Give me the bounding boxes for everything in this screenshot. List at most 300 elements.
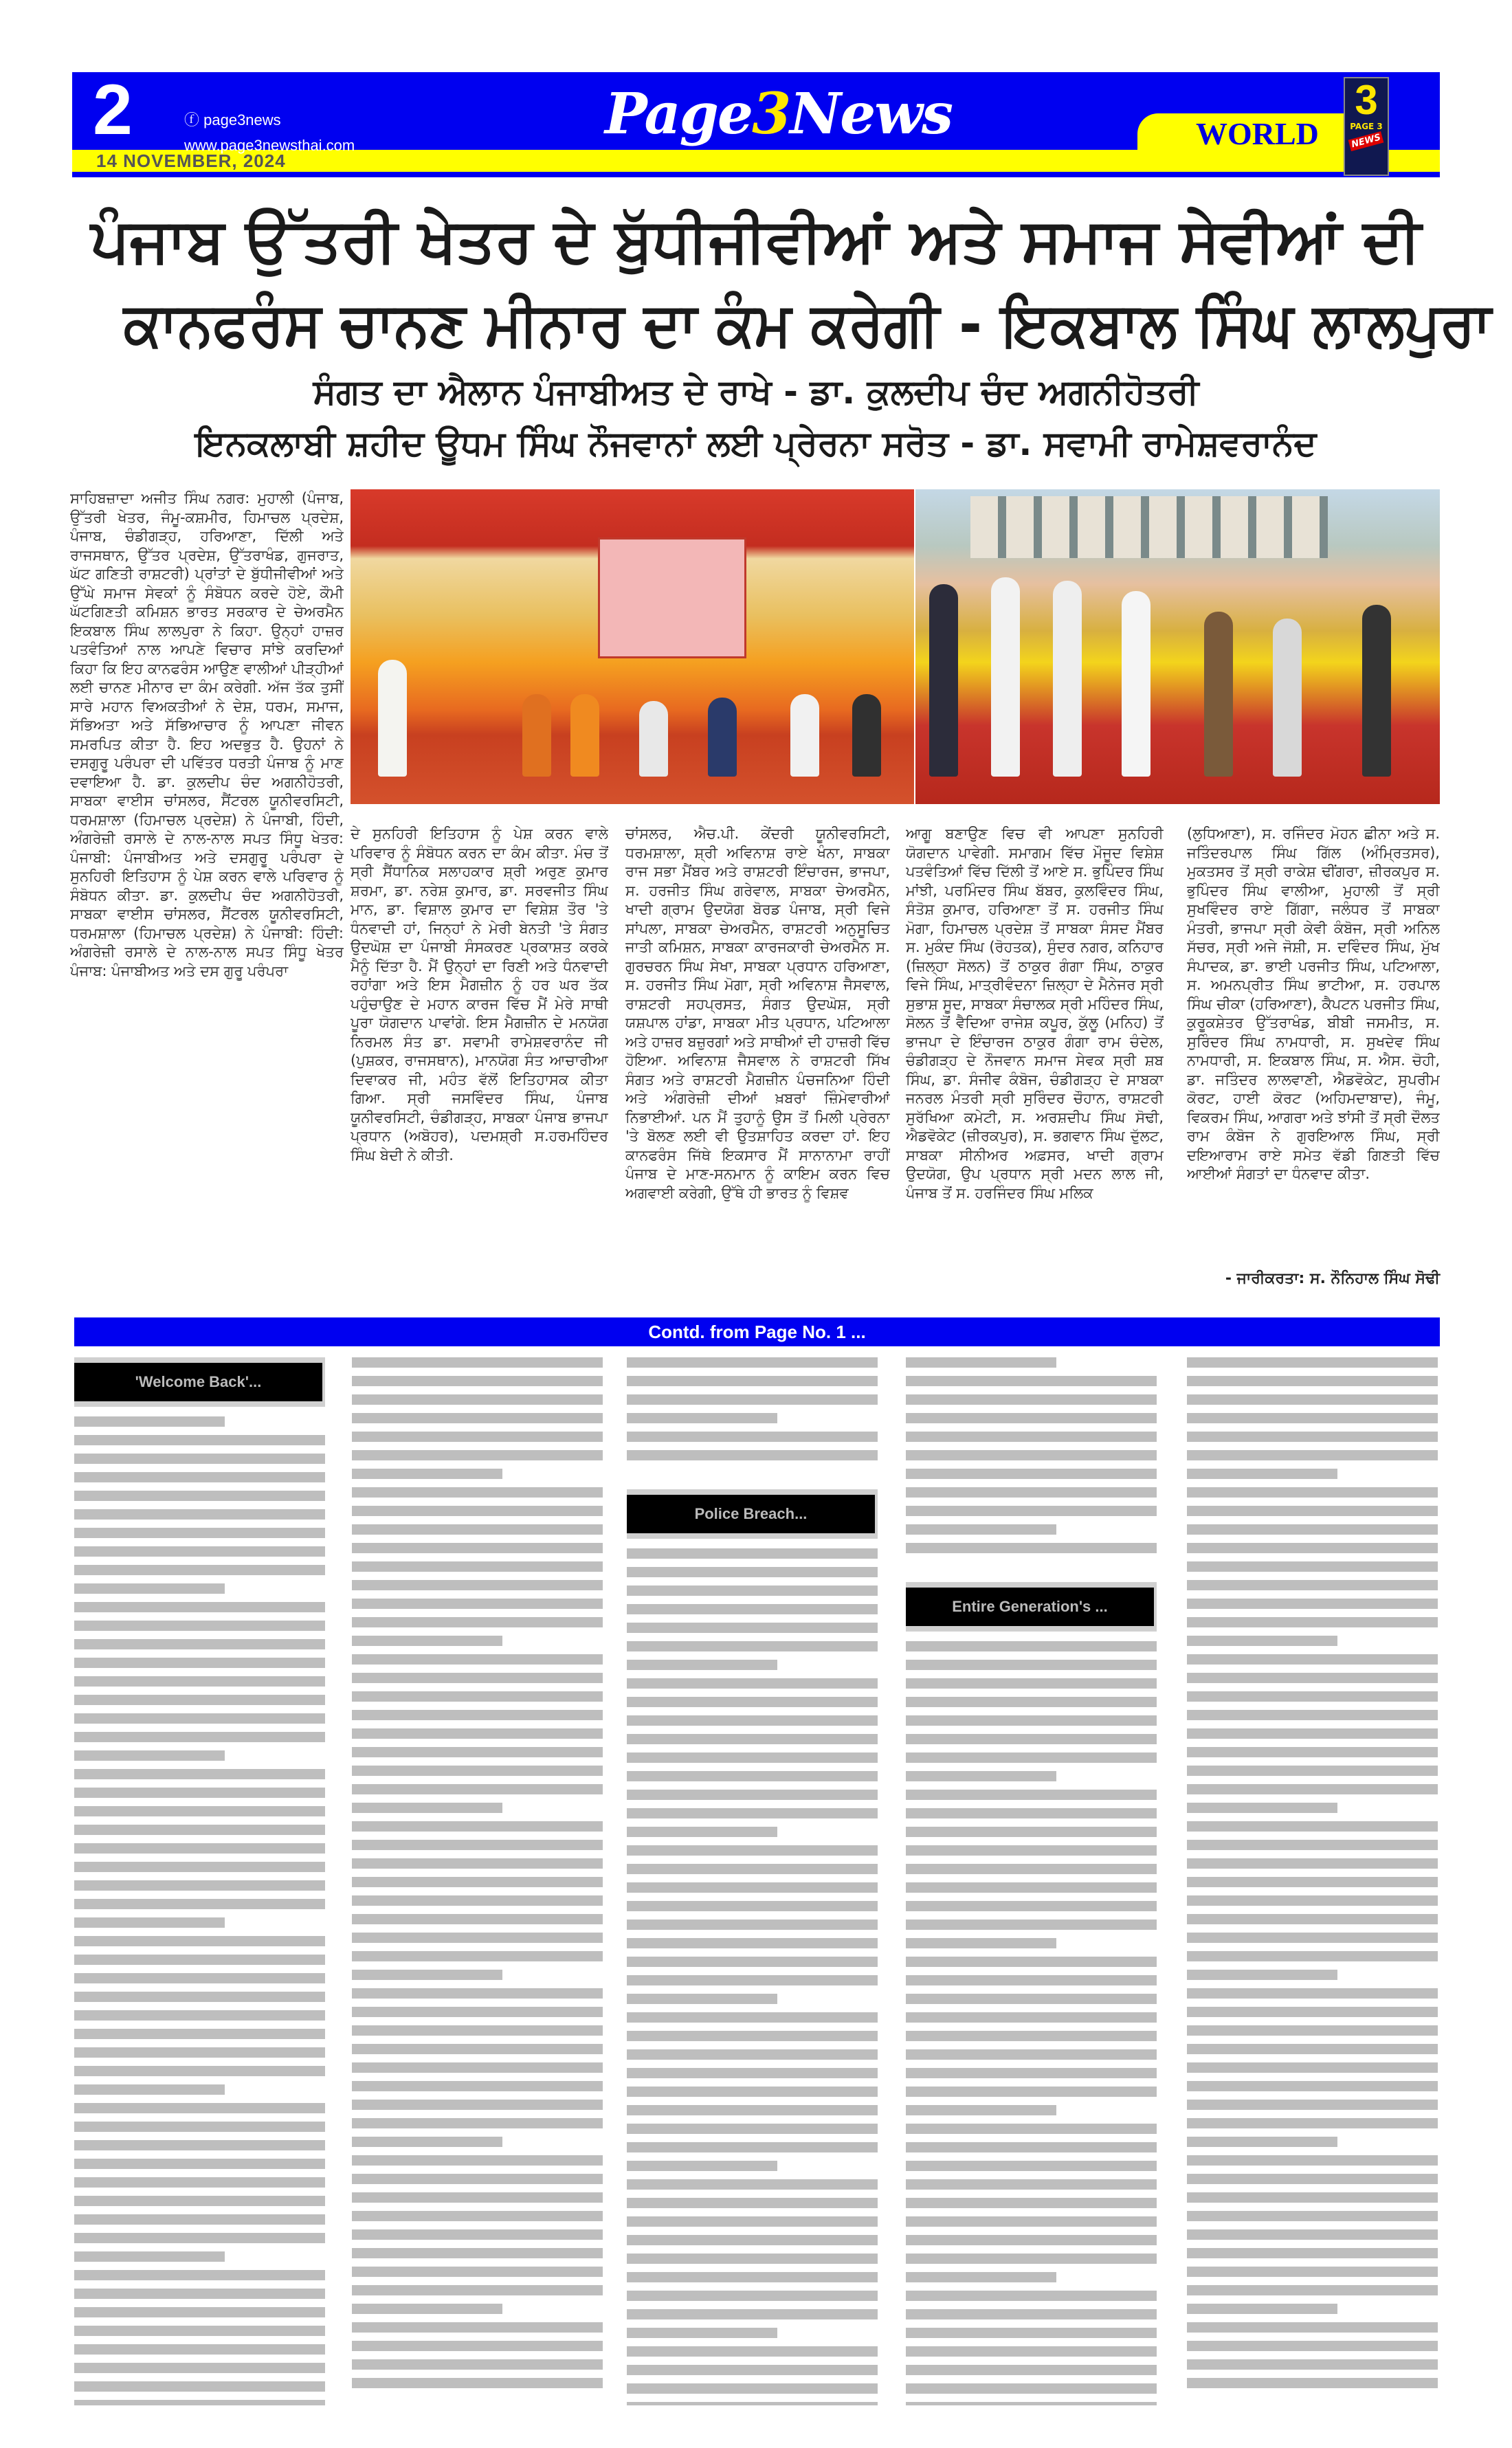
- blurred-text-line: [352, 1506, 603, 1516]
- blurred-text-line: [906, 1357, 1056, 1368]
- blurred-text-line: [74, 2270, 325, 2280]
- person: [1122, 591, 1150, 777]
- blurred-text-line: [352, 1673, 603, 1683]
- blurred-text-line: [74, 1602, 325, 1612]
- person: [852, 694, 881, 777]
- blurred-text-line: [906, 1808, 1157, 1818]
- person: [991, 577, 1020, 777]
- spacer: [627, 1469, 878, 1489]
- blurred-text-line: [1187, 1432, 1438, 1442]
- blurred-text-line: [352, 1450, 603, 1460]
- blurred-text-line: [74, 1843, 325, 1854]
- blurred-text-line: [352, 1747, 603, 1757]
- blurred-text-line: [74, 2251, 225, 2262]
- blurred-text-line: [74, 1583, 225, 1594]
- blurred-text-line: [906, 1641, 1157, 1651]
- blurred-text-line: [74, 1732, 325, 1742]
- logo-text-news: News: [790, 81, 953, 147]
- blurred-text-line: [1187, 1394, 1438, 1405]
- blurred-text-line: [906, 1957, 1157, 1967]
- blurred-text-line: [1187, 2025, 1438, 2036]
- blurred-text-line: [1187, 1710, 1438, 1720]
- blurred-text-line: [352, 1394, 603, 1405]
- blurred-text-line: [906, 1827, 1157, 1837]
- blurred-text-line: [627, 1697, 878, 1707]
- blurred-text-line: [74, 2047, 325, 2058]
- blurred-text-line: [627, 1604, 878, 1614]
- person: [378, 660, 407, 777]
- blurred-text-line: [1187, 1914, 1438, 1924]
- blurred-text-line: [906, 1752, 1157, 1763]
- blurred-text-line: [627, 2383, 878, 2394]
- event-stage-photo: [351, 489, 914, 804]
- blurred-text-line: [906, 2087, 1157, 2097]
- blurred-text-line: [627, 2328, 777, 2338]
- blurred-text-line: [627, 1920, 878, 1930]
- blurred-text-line: [906, 1543, 1157, 1553]
- blurred-text-line: [906, 2012, 1157, 2023]
- blurred-text-line: [1187, 1970, 1337, 1980]
- blurred-text-line: [1187, 2062, 1438, 2073]
- person: [639, 701, 668, 777]
- blurred-text-line: [352, 1840, 603, 1850]
- article-text: ਆਗੂ ਬਣਾਉਣ ਵਿਚ ਵੀ ਆਪਣਾ ਸੁਨਹਿਰੀ ਯੋਗਦਾਨ ਪਾਵੇਗੀ. ਸਮਾਗਮ ਵਿੱਚ ਮੌਜੂਦ ਵਿਸ਼ੇਸ਼ ਪਤਵੰਤਿਆਂ ਵਿੱਚ ਦਿੱਲੀ ਤੋਂ ਆਏ ਸ. ਭੁਪਿੰਦਰ ਸਿੰਘ ਮਾਂਝੀ, ਪਰਮਿੰਦਰ ਸਿੰਘ ਬੱਬਰ, ਕੁਲਵਿੰਦਰ ਸਿੰਘ, ਸੰਤੋਸ਼ ਕੁਮਾਰ, ਹਰਿਆਣਾ ਤੋਂ ਸ. ਹਰਜੀਤ ਸਿੰਘ ਮੋਗਾ, ਹਿਮਾਚਲ ਪ੍ਰਦੇਸ਼ ਤੋਂ ਸਾਬਕਾ ਸੰਸਦ ਮੈਂਬਰ ਸ. ਮੁਕੰਦ ਸਿੰਘ (ਰੋਹਤਕ), ਸੁੰਦਰ ਨਗਰ, ਕਨਿਹਾਰ (ਜ਼ਿਲ੍ਹਾ ਸੋਲਨ) ਤੋਂ ਠਾਕੁਰ ਗੰਗਾ ਸਿੰਘ, ਠਾਕੁਰ ਵਿਜੇ ਸਿੰਘ, ਮਾਤ੍ਰੀਵੰਦਨਾ ਜ਼ਿਲ੍ਹਾ ਦੇ ਮੈਨੇਜਰ ਸ੍ਰੀ ਸੁਭਾਸ਼ ਸੂਦ, ਸਾਬਕਾ ਸੰਚਾਲਕ ਸ੍ਰੀ ਮਹਿੰਦਰ ਸਿੰਘ, ਸੋਲਨ ਤੋਂ ਵੈਦਿਆ ਰਾਜੇਸ਼ ਕਪੂਰ, ਕੁੱਲੂ (ਮਨਿਹ) ਤੋਂ ਭਾਜਪਾ ਦੇ ਇੰਚਾਰਜ ਠਾਕੁਰ ਗੰਗਾ ਰਾਮ ਚੰਦੇਲ, ਚੰਡੀਗੜ੍ਹ ਦੇ ਨੌਜਵਾਨ ਸਮਾਜ ਸੇਵਕ ਸ੍ਰੀ ਸ਼ਬ ਸਿੰਘ, ਡਾ. ਸੰਜੀਵ ਕੰਬੋਜ, ਚੰਡੀਗੜ੍ਹ ਦੇ ਸਾਬਕਾ ਜਨਰਲ ਮੰਤਰੀ ਸ੍ਰੀ ਸੁਰਿੰਦਰ ਚੌਹਾਨ, ਰਾਸ਼ਟਰੀ ਸੁਰੱਖਿਆ ਕਮੇਟੀ, ਸ. ਅਰਸ਼ਦੀਪ ਸਿੰਘ ਸੋਢੀ, ਐਡਵੋਕੇਟ (ਜ਼ੀਰਕਪੁਰ), ਸ. ਭਗਵਾਨ ਸਿੰਘ ਦੁੱਲਟ, ਸਾਬਕਾ ਸੀਨੀਅਰ ਅਫ਼ਸਰ, ਖਾਦੀ ਗ੍ਰਾਮ ਉਦਯੋਗ, ਉਪ ਪ੍ਰਧਾਨ ਸ੍ਰੀ ਮਦਨ ਲਾਲ ਜੀ, ਪੰਜਾਬ ਤੋਂ ਸ. ਹਰਜਿੰਦਰ ਸਿੰਘ ਮਲਿਕ: [906, 825, 1164, 1201]
- blurred-text-line: [352, 2378, 603, 2388]
- blurred-text-line: [627, 2012, 878, 2023]
- blurred-text-line: [352, 1821, 603, 1832]
- blurred-text-line: [74, 2196, 325, 2206]
- blurred-text-line: [906, 2049, 1157, 2060]
- blurred-text-line: [627, 2068, 878, 2078]
- article-column-4: [906, 825, 1164, 1297]
- blurred-text-line: [627, 1957, 878, 1967]
- blurred-text-line: [1187, 2285, 1438, 2295]
- newspaper-logo: [605, 81, 952, 147]
- blurred-text-line: [352, 1691, 603, 1702]
- building: [970, 496, 1328, 558]
- headline-line-1: ਪੰਜਾਬ ਉੱਤਰੀ ਖੇਤਰ ਦੇ ਬੁੱਧੀਜੀਵੀਆਂ ਅਤੇ ਸਮਾਜ ਸੇਵੀਆਂ ਦੀ: [91, 205, 1421, 276]
- blurred-text-line: [1187, 1599, 1438, 1609]
- blurred-text-line: [1187, 1988, 1438, 1999]
- blurred-text-line: [352, 1933, 603, 1943]
- blurred-text-line: [627, 1660, 777, 1670]
- blurred-text-line: [627, 1864, 878, 1874]
- blurred-text-line: [627, 2346, 878, 2357]
- blurred-text-line: [627, 1585, 878, 1596]
- blurred-text-line: [74, 1917, 225, 1928]
- blurred-text-line: [627, 2031, 878, 2041]
- subheadline-1: ਸੰਗਤ ਦਾ ਐਲਾਨ ਪੰਜਾਬੀਅਤ ਦੇ ਰਾਖੇ - ਡਾ. ਕੁਲਦੀਪ ਚੰਦ ਅਗਨੀਹੋਤਰੀ: [313, 372, 1199, 412]
- blurred-text-line: [74, 1565, 325, 1575]
- blurred-text-line: [74, 1973, 325, 1983]
- blurred-text-line: [627, 1734, 878, 1744]
- blurred-text-line: [627, 2142, 878, 2152]
- blurred-text-line: [74, 1435, 325, 1445]
- blurred-text-line: [627, 2105, 878, 2115]
- continued-column-1: [74, 1357, 325, 2405]
- blurred-text-line: [1187, 1469, 1337, 1479]
- blurred-text-line: [352, 2359, 603, 2370]
- blurred-text-line: [906, 1790, 1157, 1800]
- blurred-text-line: [352, 2137, 502, 2147]
- blurred-text-line: [74, 2084, 225, 2095]
- blurred-text-line: [1187, 2044, 1438, 2054]
- person: [1273, 619, 1302, 777]
- blurred-text-line: [627, 1901, 878, 1911]
- blurred-text-line: [74, 2363, 325, 2373]
- blurred-text-line: [906, 1678, 1157, 1689]
- blurred-text-line: [906, 1432, 1157, 1442]
- blurred-text-line: [74, 2159, 325, 2169]
- blurred-text-line: [74, 1955, 325, 1965]
- blurred-text-line: [1187, 1654, 1438, 1665]
- blurred-text-line: [627, 1845, 878, 1856]
- article-text: ਦੇ ਸੁਨਹਿਰੀ ਇਤਿਹਾਸ ਨੂੰ ਪੇਸ਼ ਕਰਨ ਵਾਲੇ ਪਰਿਵਾਰ ਨੂੰ ਸੰਬੋਧਨ ਕਰਨ ਦਾ ਕੰਮ ਕੀਤਾ. ਮੰਚ ਤੋਂ ਸ੍ਰੀ ਸੈਂਧਾਨਿਕ ਸਲਾਹਕਾਰ ਸ਼੍ਰੀ ਅਰੁਣ ਕੁਮਾਰ ਸ਼ਰਮਾ, ਡਾ. ਨਰੇਸ਼ ਕੁਮਾਰ, ਡਾ. ਸਰਵਜੀਤ ਸਿੰਘ ਮਾਨ, ਡਾ. ਵਿਸ਼ਾਲ ਕੁਮਾਰ ਦਾ ਵਿਸ਼ੇਸ਼ ਤੌਰ 'ਤੇ ਧੰਨਵਾਦੀ ਹਾਂ, ਜਿਨ੍ਹਾਂ ਨੇ ਮੇਰੀ ਬੇਨਤੀ 'ਤੇ ਸੰਗਤ ਉਦਘੋਸ਼ ਦਾ ਪੰਜਾਬੀ ਸੰਸਕਰਣ ਪ੍ਰਕਾਸ਼ਤ ਕਰਕੇ ਮੈਨੂੰ ਦਿੱਤਾ ਹੈ. ਮੈਂ ਉਨ੍ਹਾਂ ਦਾ ਰਿਣੀ ਅਤੇ ਧੰਨਵਾਦੀ ਰਹਾਂਗਾ ਅਤੇ ਇਸ ਮੈਗਜ਼ੀਨ ਨੂੰ ਹਰ ਘਰ ਤੱਕ ਪਹੁੰਚਾਉਣ ਦੇ ਮਹਾਨ ਕਾਰਜ ਵਿੱਚ ਮੈਂ ਮੇਰੇ ਸਾਥੀ ਪੂਰਾ ਯੋਗਦਾਨ ਪਾਵਾਂਗੇ. ਇਸ ਮੈਗਜ਼ੀਨ ਦੇ ਮਨਯੋਗ ਨਿਰਮਲ ਸੰਤ ਡਾ. ਸਵਾਮੀ ਰਾਮੇਸ਼ਵਰਾਨੰਦ ਜੀ (ਪੁਸ਼ਕਰ, ਰਾਜਸਥਾਨ), ਮਾਨਯੋਗ ਸੰਤ ਆਚਾਰੀਆ ਦਿਵਾਕਰ ਜੀ, ਮਹੰਤ ਵੱਲੋਂ ਇਤਿਹਾਸਕ ਕੀਤਾ ਗਿਆ. ਸ੍ਰੀ ਜਸਵਿੰਦਰ ਸਿੰਘ, ਪੰਜਾਬ ਯੂਨੀਵਰਸਿਟੀ, ਚੰਡੀਗੜ੍ਹ, ਸਾਬਕਾ ਪੰਜਾਬ ਭਾਜਪਾ ਪ੍ਰਧਾਨ (ਅਬੋਹਰ), ਪਦਮਸ਼੍ਰੀ ਸ.ਹਰਮਹਿੰਦਰ ਸਿੰਘ ਬੇਦੀ ਨੇ ਕੀਤੀ.: [351, 825, 608, 1164]
- blurred-text-line: [627, 2198, 878, 2208]
- blurred-text-line: [906, 2161, 1157, 2171]
- blurred-text-line: [627, 1413, 777, 1423]
- blurred-text-line: [352, 1970, 502, 1980]
- person: [1362, 605, 1391, 777]
- blurred-text-line: [1187, 1933, 1438, 1943]
- blurred-text-line: [906, 1394, 1157, 1405]
- blurred-text-line: [906, 1487, 1157, 1498]
- blurred-text-line: [352, 1469, 502, 1479]
- blurred-text-line: [74, 2140, 325, 2150]
- blurred-text-line: [906, 1660, 1157, 1670]
- blurred-text-line: [74, 2010, 325, 2021]
- blurred-text-line: [74, 2307, 325, 2317]
- person: [522, 694, 551, 777]
- blurred-text-line: [627, 1432, 878, 1442]
- blurred-text-line: [74, 2233, 325, 2243]
- blurred-text-line: [352, 1413, 603, 1423]
- blurred-text-line: [1187, 2174, 1438, 2184]
- blurred-text-line: [1187, 2341, 1438, 2351]
- blurred-text-line: [627, 1548, 878, 1559]
- blurred-text-line: [74, 1528, 325, 1538]
- blurred-text-line: [352, 2081, 603, 2091]
- blurred-text-line: [906, 2254, 1157, 2264]
- blurred-text-line: [352, 1803, 502, 1813]
- blurred-text-line: [906, 2309, 1157, 2319]
- badge-news: NEWS: [1348, 131, 1384, 151]
- blurred-text-line: [627, 2216, 878, 2227]
- continued-story-heading: Entire Generation's ...: [906, 1582, 1157, 1632]
- blurred-text-line: [1187, 1580, 1438, 1590]
- blurred-text-line: [1187, 1506, 1438, 1516]
- blurred-text-line: [627, 1678, 878, 1689]
- blurred-text-line: [906, 2235, 1157, 2245]
- blurred-text-line: [352, 2192, 603, 2203]
- blurred-text-line: [74, 1713, 325, 1724]
- blurred-text-line: [352, 2248, 603, 2258]
- blurred-text-line: [1187, 1561, 1438, 1572]
- blurred-text-line: [74, 1509, 325, 1520]
- blurred-text-line: [352, 1728, 603, 1739]
- book-release-photo: [915, 489, 1440, 804]
- continued-story-heading: Police Breach...: [627, 1489, 878, 1539]
- blurred-text-line: [74, 1936, 325, 1946]
- blurred-text-line: [906, 1524, 1056, 1535]
- blurred-text-line: [352, 2211, 603, 2221]
- blurred-text-line: [627, 2291, 878, 2301]
- blurred-text-line: [627, 1994, 777, 2004]
- blurred-text-line: [906, 2142, 1157, 2152]
- blurred-text-line: [627, 1394, 878, 1405]
- continued-story-heading: 'Welcome Back'...: [74, 1357, 325, 1407]
- masthead-rule: [72, 172, 1440, 177]
- blurred-text-line: [352, 2341, 603, 2351]
- blurred-text-line: [1187, 1617, 1438, 1627]
- article-column-1: [70, 489, 344, 1302]
- blurred-text-line: [74, 2029, 325, 2039]
- blurred-text-line: [906, 1450, 1157, 1460]
- blurred-text-line: [627, 2049, 878, 2060]
- blurred-text-line: [627, 1975, 878, 1985]
- blurred-text-line: [74, 1862, 325, 1872]
- blurred-text-line: [627, 2254, 878, 2264]
- blurred-text-line: [906, 2328, 1157, 2338]
- logo-text-page: Page: [605, 81, 753, 147]
- blurred-text-line: [906, 2179, 1157, 2190]
- blurred-text-line: [906, 1920, 1157, 1930]
- blurred-text-line: [1187, 1821, 1438, 1832]
- blurred-text-line: [627, 2161, 777, 2171]
- blurred-text-line: [74, 1769, 325, 1779]
- blurred-text-line: [906, 2365, 1157, 2375]
- blurred-text-line: [352, 1357, 603, 1368]
- blurred-text-line: [1187, 1877, 1438, 1887]
- article-text: ਚਾਂਸਲਰ, ਐਚ.ਪੀ. ਕੇਂਦਰੀ ਯੂਨੀਵਰਸਿਟੀ, ਧਰਮਸ਼ਾਲਾ, ਸ਼੍ਰੀ ਅਵਿਨਾਸ਼ ਰਾਏ ਖੰਨਾ, ਸਾਬਕਾ ਰਾਜ ਸਭਾ ਮੈਂਬਰ ਅਤੇ ਰਾਸ਼ਟਰੀ ਇੰਚਾਰਜ, ਭਾਜਪਾ, ਸ. ਹਰਜੀਤ ਸਿੰਘ ਗਰੇਵਾਲ, ਸਾਬਕਾ ਚੇਅਰਮੈਨ, ਖਾਦੀ ਗ੍ਰਾਮ ਉਦਯੋਗ ਬੋਰਡ ਪੰਜਾਬ, ਸ੍ਰੀ ਵਿਜੇ ਸਾਂਪਲਾ, ਸਾਬਕਾ ਚੇਅਰਮੈਨ, ਰਾਸ਼ਟਰੀ ਅਨੁਸੂਚਿਤ ਜਾਤੀ ਕਮਿਸ਼ਨ, ਸਾਬਕਾ ਕਾਰਜਕਾਰੀ ਚੇਅਰਮੈਨ ਸ. ਗੁਰਚਰਨ ਸਿੰਘ ਸੇਖਾ, ਸਾਬਕਾ ਪ੍ਰਧਾਨ ਹਰਿਆਣਾ, ਸ. ਹਰਜੀਤ ਸਿੰਘ ਮੋਗਾ, ਸ੍ਰੀ ਅਵਿਨਾਸ਼ ਜੈਸਵਾਲ, ਰਾਸ਼ਟਰੀ ਸਹਪ੍ਰਸਤ, ਸੰਗਤ ਉਦਘੋਸ਼, ਸ੍ਰੀ ਯਸ਼ਪਾਲ ਹਾਂਡਾ, ਸਾਬਕਾ ਮੀਤ ਪ੍ਰਧਾਨ, ਪਟਿਆਲਾ ਅਤੇ ਹਾਜ਼ਰ ਬਜ਼ੁਰਗਾਂ ਅਤੇ ਸਾਥੀਆਂ ਦੀ ਹਾਜ਼ਰੀ ਵਿੱਚ ਹੋਇਆ. ਅਵਿਨਾਸ਼ ਜੈਸਵਾਲ ਨੇ ਰਾਸ਼ਟਰੀ ਸਿੱਖ ਸੰਗਤ ਅਤੇ ਰਾਸ਼ਟਰੀ ਮੈਗਜ਼ੀਨ ਪੰਚਜਨਿਆ ਹਿੰਦੀ ਅਤੇ ਅੰਗਰੇਜ਼ੀ ਦੀਆਂ ਖ਼ਬਰਾਂ ਜ਼ਿੰਮੇਵਾਰੀਆਂ ਨਿਭਾਈਆਂ. ਪਨ ਮੈਂ ਤੁਹਾਨੂੰ ਉਸ ਤੋਂ ਮਿਲੀ ਪ੍ਰੇਰਨਾ 'ਤੇ ਬੋਲਣ ਲਈ ਵੀ ਉਤਸ਼ਾਹਿਤ ਕਰਦਾ ਹਾਂ. ਇਹ ਕਾਨਫਰੰਸ ਜਿੱਥੇ ਇਕਸਾਰ ਮੈਂ ਸਾਨਾਨਾਮਾ ਰਾਹੀਂ ਪੰਜਾਬ ਦੇ ਮਾਣ-ਸਨਮਾਨ ਨੂੰ ਕਾਇਮ ਕਰਨ ਵਿਚ ਅਗਵਾਈ ਕਰੇਗੀ, ਉੱਥੇ ਹੀ ਭਾਰਤ ਨੂੰ ਵਿਸ਼ਵ: [625, 825, 890, 1201]
- person: [1204, 612, 1233, 777]
- continued-column-5: [1187, 1357, 1438, 2405]
- blurred-text-line: [1187, 2248, 1438, 2258]
- blurred-text-line: [352, 1988, 603, 1999]
- blurred-text-line: [74, 1416, 225, 1427]
- blurred-text-line: [352, 1951, 603, 1961]
- blurred-text-line: [352, 1561, 603, 1572]
- blurred-text-line: [74, 2214, 325, 2225]
- article-column-2: [351, 825, 608, 1297]
- blurred-text-line: [1187, 1413, 1438, 1423]
- blurred-text-line: [906, 1938, 1056, 1948]
- blurred-text-line: [627, 1641, 878, 1651]
- subheadline-2: ਇਨਕਲਾਬੀ ਸ਼ਹੀਦ ਊਧਮ ਸਿੰਘ ਨੌਜਵਾਨਾਂ ਲਈ ਪ੍ਰੇਰਨਾ ਸਰੋਤ - ਡਾ. ਸਵਾਮੀ ਰਾਮੇਸ਼ਵਰਾਨੰਦ: [195, 423, 1317, 463]
- blurred-text-line: [906, 1975, 1157, 1985]
- blurred-text-line: [352, 2229, 603, 2240]
- blurred-text-line: [1187, 2378, 1438, 2388]
- blurred-text-line: [1187, 2359, 1438, 2370]
- blurred-text-line: [627, 2179, 878, 2190]
- blurred-text-line: [1187, 2267, 1438, 2277]
- spacer: [906, 1561, 1157, 1582]
- blurred-text-line: [1187, 1450, 1438, 1460]
- blurred-text-line: [74, 1454, 325, 1464]
- blurred-text-line: [352, 1599, 603, 1609]
- website-link[interactable]: www.page3newsthai.com: [184, 137, 355, 154]
- blurred-text-line: [906, 2383, 1157, 2394]
- blurred-text-line: [352, 1914, 603, 1924]
- blurred-text-line: [1187, 2229, 1438, 2240]
- blurred-text-line: [74, 1472, 325, 1482]
- blurred-text-line: [906, 1864, 1157, 1874]
- blurred-text-line: [74, 1806, 325, 1816]
- blurred-text-line: [74, 1491, 325, 1501]
- blurred-text-line: [627, 2235, 878, 2245]
- blurred-text-line: [906, 1771, 1056, 1781]
- blurred-text-line: [627, 1827, 777, 1837]
- blurred-text-line: [906, 2216, 1157, 2227]
- blurred-text-line: [352, 2322, 603, 2333]
- blurred-text-line: [74, 1992, 325, 2002]
- continued-column-2: [352, 1357, 603, 2405]
- blurred-text-line: [906, 1901, 1157, 1911]
- blurred-text-line: [1187, 1376, 1438, 1386]
- blurred-text-line: [74, 1825, 325, 1835]
- facebook-handle[interactable]: page3news: [203, 111, 281, 129]
- blurred-text-line: [906, 1506, 1157, 1516]
- page3-badge-logo: [1344, 77, 1389, 176]
- blurred-text-line: [906, 2031, 1157, 2041]
- person: [790, 694, 819, 777]
- person: [929, 584, 958, 777]
- blurred-text-line: [352, 1487, 603, 1498]
- blurred-text-line: [352, 1617, 603, 1627]
- blurred-text-line: [1187, 1487, 1438, 1498]
- issue-date: 14 NOVEMBER, 2024: [96, 151, 286, 171]
- blurred-text-line: [627, 1938, 878, 1948]
- blurred-text-line: [906, 1469, 1157, 1479]
- blurred-text-line: [1187, 1784, 1438, 1794]
- article-column-3: [625, 825, 890, 1297]
- badge-number: 3: [1355, 77, 1378, 123]
- blurred-text-line: [627, 2124, 878, 2134]
- blurred-text-line: [352, 2118, 603, 2128]
- blurred-text-line: [906, 2272, 1056, 2282]
- blurred-text-line: [74, 1880, 325, 1891]
- blurred-text-line: [74, 1695, 325, 1705]
- blurred-text-line: [74, 2344, 325, 2355]
- blurred-text-line: [352, 2267, 603, 2277]
- badge-page: PAGE 3: [1350, 122, 1383, 131]
- blurred-text-line: [1187, 1691, 1438, 1702]
- blurred-text-line: [1187, 2211, 1438, 2221]
- blurred-text-line: [74, 1750, 225, 1761]
- blurred-text-line: [1187, 2007, 1438, 2017]
- blurred-text-line: [1187, 2137, 1337, 2147]
- blurred-text-line: [352, 1877, 603, 1887]
- blurred-text-line: [627, 1790, 878, 1800]
- blurred-text-line: [627, 1808, 878, 1818]
- blurred-text-line: [627, 1357, 878, 1368]
- article-text: ਸਾਹਿਬਜ਼ਾਦਾ ਅਜੀਤ ਸਿੰਘ ਨਗਰ: ਮੁਹਾਲੀ (ਪੰਜਾਬ, ਉੱਤਰੀ ਖੇਤਰ, ਜੰਮੂ-ਕਸ਼ਮੀਰ, ਹਿਮਾਚਲ ਪ੍ਰਦੇਸ਼, ਪੰਜਾਬ, ਚੰਡੀਗੜ੍ਹ, ਹਰਿਆਣਾ, ਦਿੱਲੀ ਅਤੇ ਰਾਜਸਥਾਨ, ਉੱਤਰ ਪ੍ਰਦੇਸ਼, ਉੱਤਰਾਖੰਡ, ਗੁਜਰਾਤ, ਘੱਟ ਗਣਿਤੀ ਰਾਸ਼ਟਰੀ) ਪ੍ਰਾਂਤਾਂ ਦੇ ਬੁੱਧੀਜੀਵੀਆਂ ਅਤੇ ਉੱਘੇ ਸਮਾਜ ਸੇਵਕਾਂ ਨੂੰ ਸੰਬੋਧਨ ਕਰਦੇ ਹੋਏ, ਕੌਮੀ ਘੱਟਗਿਣਤੀ ਕਮਿਸ਼ਨ ਭਾਰਤ ਸਰਕਾਰ ਦੇ ਚੇਅਰਮੈਨ ਇਕਬਾਲ ਸਿੰਘ ਲਾਲਪੁਰਾ ਨੇ ਕਿਹਾ. ਉਨ੍ਹਾਂ ਹਾਜ਼ਰ ਪਤਵੰਤਿਆਂ ਨਾਲ ਆਪਣੇ ਵਿਚਾਰ ਸਾਂਝੇ ਕਰਦਿਆਂ ਕਿਹਾ ਕਿ ਇਹ ਕਾਨਫਰੰਸ ਆਉਣ ਵਾਲੀਆਂ ਪੀੜ੍ਹੀਆਂ ਲਈ ਚਾਨਣ ਮੀਨਾਰ ਦਾ ਕੰਮ ਕਰੇਗੀ. ਅੱਜ ਤੱਕ ਤੁਸੀਂ ਸਾਰੇ ਮਹਾਨ ਵਿਅਕਤੀਆਂ ਨੇ ਦੇਸ਼, ਧਰਮ, ਸਮਾਜ, ਸੱਭਿਅਤਾ ਅਤੇ ਸੱਭਿਆਚਾਰ ਨੂੰ ਆਪਣਾ ਜੀਵਨ ਸਮਰਪਿਤ ਕੀਤਾ ਹੈ. ਇਹ ਅਦਭੁਤ ਹੈ. ਉਹਨਾਂ ਨੇ ਦਸਗੁਰੂ ਪਰੰਪਰਾ ਦੀ ਪਵਿੱਤਰ ਧਰਤੀ ਪੰਜਾਬ ਨੂੰ ਮਾਣ ਦਵਾਇਆ ਹੈ. ਡਾ. ਕੁਲਦੀਪ ਚੰਦ ਅਗਨੀਹੋਤਰੀ, ਸਾਬਕਾ ਵਾਈਸ ਚਾਂਸਲਰ, ਸੈਂਟਰਲ ਯੂਨੀਵਰਸਿਟੀ, ਧਰਮਸ਼ਾਲਾ (ਹਿਮਾਚਲ ਪ੍ਰਦੇਸ਼) ਨੇ ਪੰਜਾਬੀ, ਹਿੰਦੀ, ਅੰਗਰੇਜ਼ੀ ਰਸਾਲੇ ਦੇ ਨਾਲ-ਨਾਲ ਸਪਤ ਸਿੰਧੂ ਖੇਤਰ: ਪੰਜਾਬੀ: ਪੰਜਾਬੀਅਤ ਅਤੇ ਦਸਗੁਰੂ ਪਰੰਪਰਾ ਦੇ ਸੁਨਹਿਰੀ ਇਤਿਹਾਸ ਨੂੰ ਪੇਸ਼ ਕਰਨ ਵਾਲੇ ਪਰਿਵਾਰ ਨੂੰ ਸੰਬੋਧਨ ਕੀਤਾ. ਡਾ. ਕੁਲਦੀਪ ਚੰਦ ਅਗਨੀਹੋਤਰੀ, ਸਾਬਕਾ ਵਾਈਸ ਚਾਂਸਲਰ, ਸੈਂਟਰਲ ਯੂਨੀਵਰਸਿਟੀ, ਧਰਮਸ਼ਾਲਾ (ਹਿਮਾਚਲ ਪ੍ਰਦੇਸ਼) ਨੇ ਪੰਜਾਬੀ: ਹਿੰਦੀ: ਅੰਗਰੇਜ਼ੀ ਰਸਾਲੇ ਦੇ ਨਾਲ-ਨਾਲ ਸਪਤ ਸਿੰਧੂ ਖੇਤਰ ਪੰਜਾਬ: ਪੰਜਾਬੀਅਤ ਅਤੇ ਦਸ ਗੁਰੂ ਪਰੰਪਰਾ: [70, 490, 344, 979]
- blurred-text-line: [1187, 1766, 1438, 1776]
- article-column-5: [1187, 825, 1440, 1259]
- blurred-text-line: [1187, 1543, 1438, 1553]
- blurred-text-line: [906, 2346, 1157, 2357]
- blurred-text-line: [627, 1567, 878, 1577]
- facebook-icon: ⓕ: [184, 111, 204, 129]
- blurred-text-line: [74, 2326, 325, 2336]
- logo-text-3: 3: [752, 81, 790, 147]
- blurred-text-line: [74, 2400, 325, 2405]
- continued-banner: Contd. from Page No. 1 ...: [74, 1317, 1440, 1346]
- blurred-text-line: [352, 2044, 603, 2054]
- blurred-text-line: [627, 1376, 878, 1386]
- person: [1053, 581, 1082, 777]
- blurred-text-line: [627, 2365, 878, 2375]
- blurred-text-line: [1187, 2322, 1438, 2333]
- blurred-text-line: [906, 2105, 1056, 2115]
- blurred-text-line: [627, 2309, 878, 2319]
- blurred-text-line: [74, 1658, 325, 1668]
- blurred-text-line: [74, 1621, 325, 1631]
- blurred-text-line: [627, 1715, 878, 1726]
- blurred-text-line: [1187, 1357, 1438, 1368]
- blurred-text-line: [906, 2068, 1157, 2078]
- blurred-text-line: [1187, 1673, 1438, 1683]
- blurred-text-line: [1187, 1636, 1337, 1646]
- blurred-text-line: [906, 1882, 1157, 1893]
- blurred-text-line: [627, 2087, 878, 2097]
- blurred-text-line: [906, 1734, 1157, 1744]
- blurred-text-line: [352, 1858, 603, 1869]
- blurred-text-line: [352, 1654, 603, 1665]
- blurred-text-line: [1187, 1840, 1438, 1850]
- blurred-text-line: [627, 2272, 878, 2282]
- blurred-text-line: [627, 1882, 878, 1893]
- blurred-text-line: [74, 2289, 325, 2299]
- blurred-text-line: [906, 2291, 1157, 2301]
- blurred-text-line: [74, 1639, 325, 1649]
- blurred-text-line: [906, 1376, 1157, 1386]
- blurred-text-line: [74, 2177, 325, 2188]
- blurred-text-line: [74, 2122, 325, 2132]
- blurred-text-line: [352, 2025, 603, 2036]
- blurred-text-line: [352, 2174, 603, 2184]
- blurred-text-line: [74, 1676, 325, 1687]
- blurred-text-line: [352, 1376, 603, 1386]
- blurred-text-line: [352, 2304, 502, 2314]
- blurred-text-line: [352, 2062, 603, 2073]
- blurred-text-line: [627, 2402, 878, 2405]
- blurred-text-line: [906, 2402, 1157, 2405]
- headline-line-2: ਕਾਨਫਰੰਸ ਚਾਨਣ ਮੀਨਾਰ ਦਾ ਕੰਮ ਕਰੇਗੀ - ਇਕਬਾਲ ਸਿੰਘ ਲਾਲਪੁਰਾ: [123, 289, 1491, 359]
- person: [708, 698, 737, 777]
- blurred-text-line: [352, 1524, 603, 1535]
- page-number: 2: [93, 70, 133, 150]
- blurred-text-line: [906, 1994, 1157, 2004]
- blurred-text-line: [74, 1899, 325, 1909]
- blurred-text-line: [352, 1766, 603, 1776]
- blurred-text-line: [906, 1845, 1157, 1856]
- blurred-text-line: [352, 1895, 603, 1906]
- stage-banner: [598, 537, 746, 658]
- blurred-text-line: [352, 1543, 603, 1553]
- blurred-text-line: [627, 1623, 878, 1633]
- blurred-text-line: [352, 1432, 603, 1442]
- continued-column-4: [906, 1357, 1157, 2405]
- blurred-text-line: [906, 2198, 1157, 2208]
- blurred-text-line: [1187, 2081, 1438, 2091]
- blurred-text-line: [1187, 2304, 1337, 2314]
- blurred-text-line: [1187, 1951, 1438, 1961]
- blurred-text-line: [352, 2285, 603, 2295]
- blurred-text-line: [352, 1580, 603, 1590]
- article-text: (ਲੁਧਿਆਣਾ), ਸ. ਰਜਿੰਦਰ ਮੋਹਨ ਛੀਨਾ ਅਤੇ ਸ. ਜਤਿੰਦਰਪਾਲ ਸਿੰਘ ਗਿੱਲ (ਅੰਮ੍ਰਿਤਸਰ), ਮੁਕਤਸਰ ਤੋਂ ਸ੍ਰੀ ਰਾਕੇਸ਼ ਢੀਂਗਰਾ, ਜ਼ੀਰਕਪੁਰ ਸ. ਭੁਪਿੰਦਰ ਸਿੰਘ ਵਾਲੀਆ, ਮੁਹਾਲੀ ਤੋਂ ਸ੍ਰੀ ਸੁਖਵਿੰਦਰ ਰਾਏ ਗਿੱਗਾ, ਜਲੰਧਰ ਤੋਂ ਸਾਬਕਾ ਮੰਤਰੀ, ਭਾਜਪਾ ਸ੍ਰੀ ਕੇਵੀ ਕੰਬੋਜ, ਸ੍ਰੀ ਅਨਿਲ ਸੱਚਰ, ਸ੍ਰੀ ਅਜੇ ਜੋਸ਼ੀ, ਸ. ਦਵਿੰਦਰ ਸਿੰਘ, ਮੁੱਖ ਸੰਪਾਦਕ, ਡਾ. ਭਾਈ ਪਰਜੀਤ ਸਿੰਘ, ਪਟਿਆਲਾ, ਸ. ਅਮਨਪ੍ਰੀਤ ਸਿੰਘ ਭਾਟੀਆ, ਸ. ਹਰਪਾਲ ਸਿੰਘ ਚੀਕਾ (ਹਰਿਆਣਾ), ਕੈਪਟਨ ਪਰਜੀਤ ਸਿੰਘ, ਕੁਰੂਕਸ਼ੇਤਰ ਉੱਤਰਾਖੰਡ, ਬੀਬੀ ਜਸਮੀਤ, ਸ. ਸੁਰਿੰਦਰ ਸਿੰਘ ਨਾਮਧਾਰੀ, ਸ. ਸੁਖਦੇਵ ਸਿੰਘ ਨਾਮਧਾਰੀ, ਸ. ਇਕਬਾਲ ਸਿੰਘ, ਸ. ਐਸ. ਚੋਹੀ, ਡਾ. ਜਤਿੰਦਰ ਲਾਲਵਾਣੀ, ਐਡਵੋਕੇਟ, ਸੁਪਰੀਮ ਕੋਰਟ, ਹਾਈ ਕੋਰਟ (ਅਹਿਮਦਾਬਾਦ), ਜੰਮੂ, ਵਿਕਰਮ ਸਿੰਘ, ਆਗਰਾ ਅਤੇ ਝਾਂਸੀ ਤੋਂ ਸ੍ਰੀ ਦੌਲਤ ਰਾਮ ਕੰਬੋਜ ਨੇ ਗੁਰਇਆਲ ਸਿੰਘ, ਸ੍ਰੀ ਦਇਆਰਾਮ ਰਾਏ ਸਮੇਤ ਵੱਡੀ ਗਿਣਤੀ ਵਿੱਚ ਆਈਆਂ ਸੰਗਤਾਂ ਦਾ ਧੰਨਵਾਦ ਕੀਤਾ.: [1187, 825, 1440, 1182]
- blurred-text-line: [1187, 1728, 1438, 1739]
